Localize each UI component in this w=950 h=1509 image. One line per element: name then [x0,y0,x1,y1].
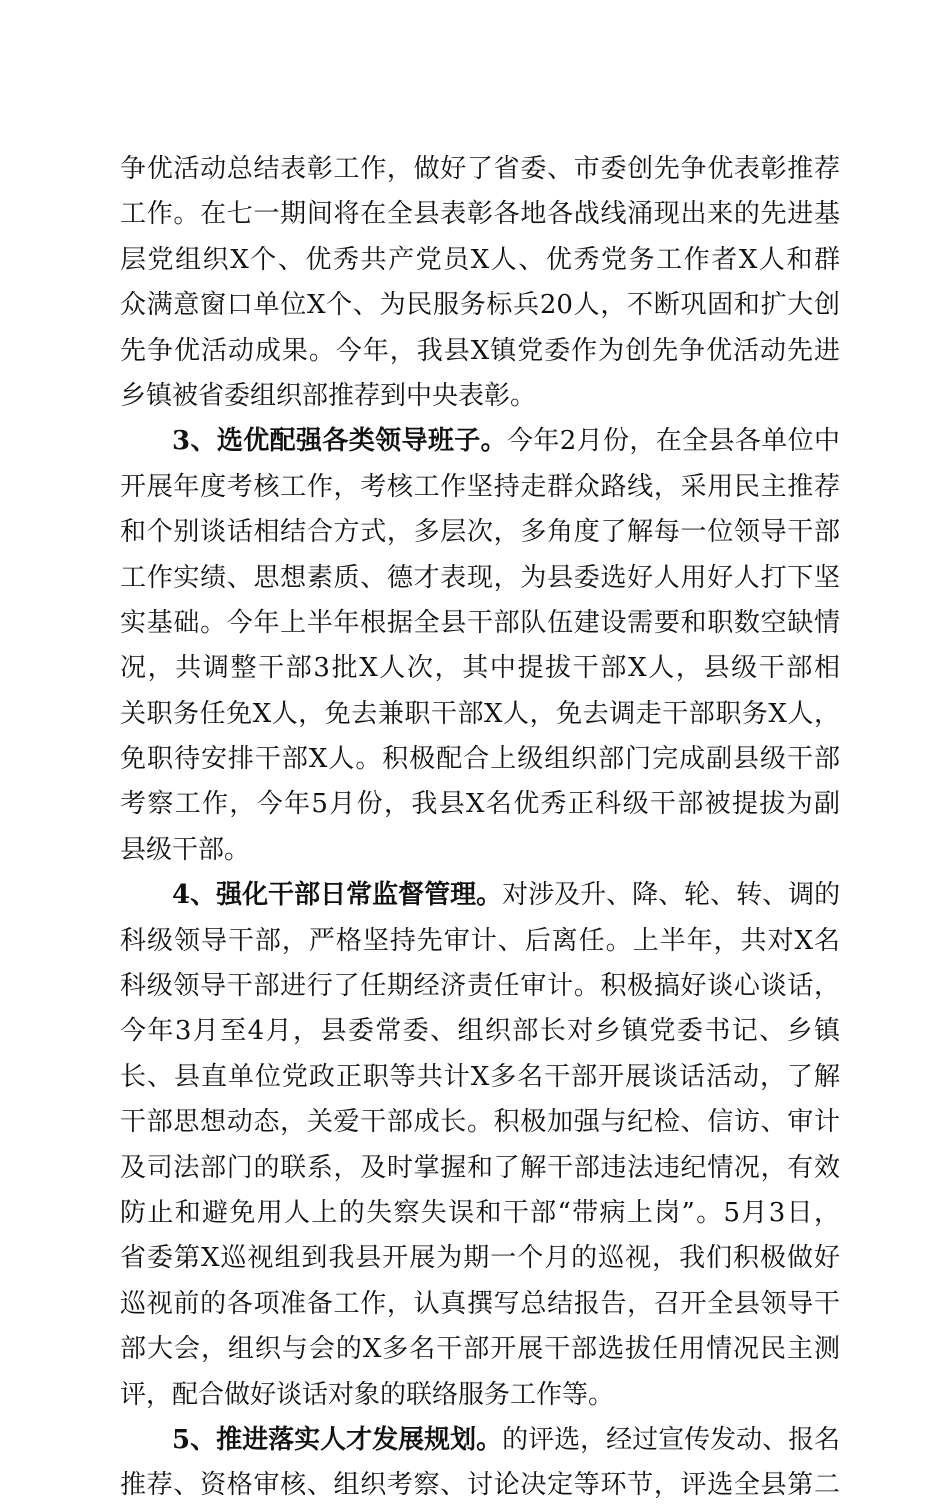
paragraph-line: 工作实绩、思想素质、德才表现，为县委选好人用好人打下坚 [120,562,840,593]
paragraph-line: 乡镇被省委组织部推荐到中央表彰。 [120,380,537,411]
paragraph-line: 科级领导干部，严格坚持先审计、后离任。上半年，共对X名 [120,925,840,956]
paragraph-first-line [120,873,840,918]
paragraph-line: 工作。在七一期间将在全县表彰各地各战线涌现出来的先进基 [120,199,840,230]
paragraph-line: 实基础。今年上半年根据全县干部队伍建设需要和职数空缺情 [120,607,840,638]
paragraph-line: 众满意窗口单位X个、为民服务标兵20人，不断巩固和扩大创 [120,290,840,321]
paragraph-line: 免职待安排干部X人。积极配合上级组织部门完成副县级干部 [120,744,840,775]
paragraph-3 [120,873,840,1418]
paragraph-line: 部大会，组织与会的X多名干部开展干部选拔任用情况民主测 [120,1334,840,1365]
heading-continuation: 今年2月份，在全县各单位中 [506,426,841,457]
paragraph-line: 防止和避免用人上的失察失误和干部“带病上岗”。5月3日， [120,1197,840,1228]
paragraph-line: 评，配合做好谈话对象的联络服务工作等。 [120,1379,615,1410]
paragraph-line: 关职务任免X人，免去兼职干部X人，免去调走干部职务X人， [120,698,840,729]
paragraph-line: 考察工作，今年5月份，我县X名优秀正科级干部被提拔为副 [120,789,840,820]
paragraph-line: 层党组织X个、优秀共产党员X人、优秀党务工作者X人和群 [120,244,840,275]
paragraph-line: 省委第X巡视组到我县开展为期一个月的巡视，我们积极做好 [120,1243,840,1274]
paragraph-4 [120,1418,840,1509]
paragraph-line: 县级干部。 [120,834,251,865]
heading-continuation: 的评选，经过宣传发动、报名 [502,1424,841,1455]
paragraph-line: 今年3月至4月，县委常委、组织部长对乡镇党委书记、乡镇 [120,1016,840,1047]
paragraph-line: 巡视前的各项准备工作，认真撰写总结报告，召开全县领导干 [120,1288,840,1319]
paragraph-line: 争优活动总结表彰工作，做好了省委、市委创先争优表彰推荐 [120,154,840,184]
paragraph-line: 科级领导干部进行了任期经济责任审计。积极搞好谈心谈话， [120,971,840,1002]
paragraph-first-line [120,419,840,464]
paragraph-first-line [120,1418,840,1463]
paragraph-line: 先争优活动成果。今年，我县X镇党委作为创先争优活动先进 [120,335,840,366]
paragraph-line: 干部思想动态，关爱干部成长。积极加强与纪检、信访、审计 [120,1107,840,1138]
document-body [120,147,840,1509]
heading-continuation: 对涉及升、降、轮、转、调的 [502,880,841,911]
section-heading: 3、选优配强各类领导班子。 [172,426,507,457]
section-heading: 4、强化干部日常监督管理。 [172,880,503,911]
paragraph-line: 推荐、资格审核、组织考察、讨论决定等环节，评选全县第二 [120,1470,840,1501]
paragraph-line: 况，共调整干部3批X人次，其中提拔干部X人，县级干部相 [120,653,840,684]
section-heading: 5、推进落实人才发展规划。 [172,1424,503,1455]
paragraph-1 [120,147,840,419]
paragraph-2 [120,419,840,873]
paragraph-line: 长、县直单位党政正职等共计X多名干部开展谈话活动，了解 [120,1061,840,1092]
paragraph-line: 开展年度考核工作，考核工作坚持走群众路线，采用民主推荐 [120,471,840,502]
paragraph-line: 及司法部门的联系，及时掌握和了解干部违法违纪情况，有效 [120,1152,840,1183]
paragraph-line: 和个别谈话相结合方式，多层次，多角度了解每一位领导干部 [120,517,840,548]
